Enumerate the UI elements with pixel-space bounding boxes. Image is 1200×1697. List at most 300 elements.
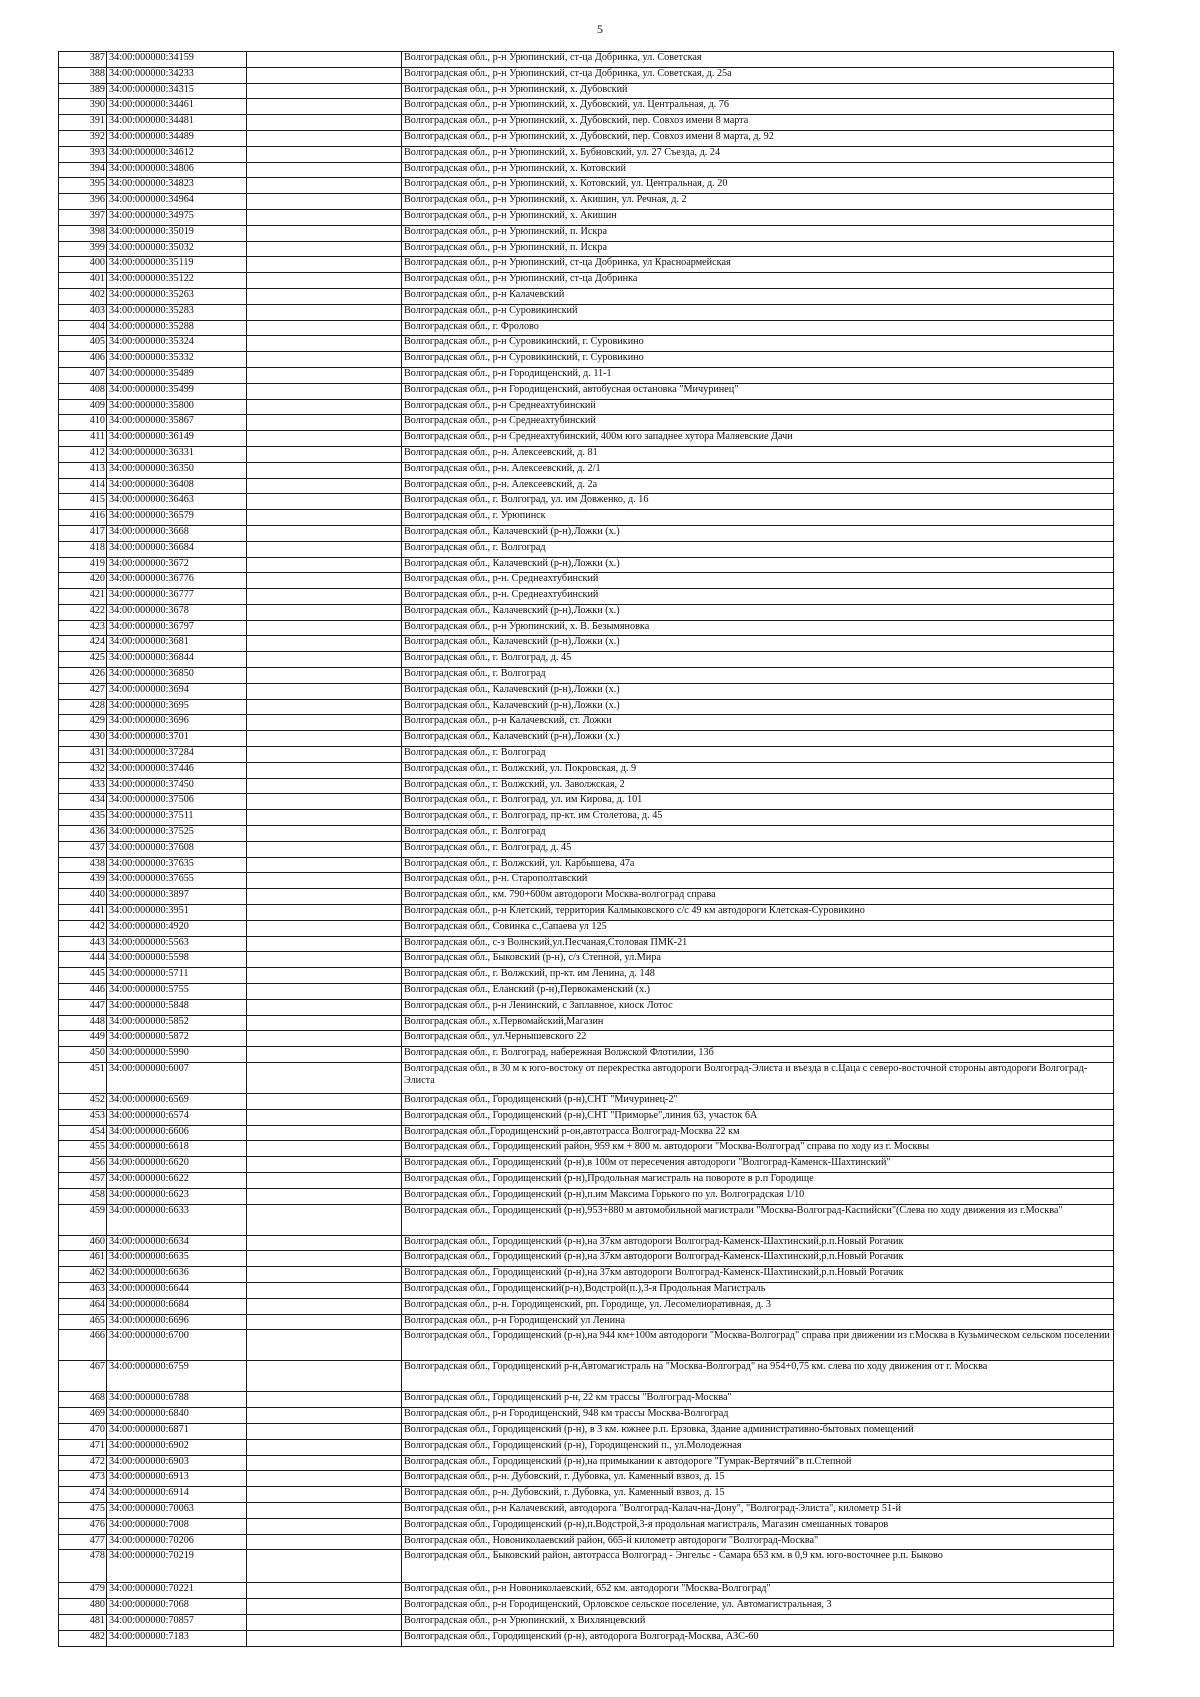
row-number-cell: 466 xyxy=(59,1330,107,1361)
cadastral-number-cell: 34:00:000000:7008 xyxy=(107,1518,247,1534)
table-row xyxy=(59,130,1114,146)
empty-cell xyxy=(247,1298,402,1314)
cadastral-number-cell: 34:00:000000:36149 xyxy=(107,431,247,447)
table-row xyxy=(59,194,1114,210)
empty-cell xyxy=(247,288,402,304)
cadastral-number-cell: 34:00:000000:35122 xyxy=(107,273,247,289)
address-cell: Волгоградская обл., р-н Среднеахтубинский xyxy=(402,415,1114,431)
empty-cell xyxy=(247,1314,402,1330)
cadastral-number-cell: 34:00:000000:4920 xyxy=(107,920,247,936)
cadastral-number-cell: 34:00:000000:7183 xyxy=(107,1630,247,1646)
empty-cell xyxy=(247,541,402,557)
empty-cell xyxy=(247,225,402,241)
empty-cell xyxy=(247,83,402,99)
cadastral-number-cell: 34:00:000000:6634 xyxy=(107,1235,247,1251)
address-cell: Волгоградская обл., Калачевский (р-н),Ложки (х.) xyxy=(402,683,1114,699)
row-number-cell: 465 xyxy=(59,1314,107,1330)
address-cell: Волгоградская обл., р-н Урюпинский, ст-ца Добринка xyxy=(402,273,1114,289)
address-cell: Волгоградская обл., Калачевский (р-н),Ложки (х.) xyxy=(402,557,1114,573)
empty-cell xyxy=(247,1614,402,1630)
page-number: 5 xyxy=(597,22,603,36)
table-row xyxy=(59,1439,1114,1455)
empty-cell xyxy=(247,1408,402,1424)
address-cell: Волгоградская обл., г. Волгоград xyxy=(402,826,1114,842)
row-number-cell: 454 xyxy=(59,1125,107,1141)
table-row xyxy=(59,241,1114,257)
empty-cell xyxy=(247,352,402,368)
empty-cell xyxy=(247,115,402,131)
table-row xyxy=(59,352,1114,368)
empty-cell xyxy=(247,1439,402,1455)
table-row xyxy=(59,573,1114,589)
address-cell: Волгоградская обл., р-н Урюпинский, п. Искра xyxy=(402,241,1114,257)
address-cell: Волгоградская обл., р-н. Среднеахтубинский xyxy=(402,589,1114,605)
cadastral-number-cell: 34:00:000000:6788 xyxy=(107,1392,247,1408)
row-number-cell: 403 xyxy=(59,304,107,320)
table-row xyxy=(59,525,1114,541)
table-row xyxy=(59,620,1114,636)
empty-cell xyxy=(247,1172,402,1188)
address-cell: Волгоградская обл., Городищенский р-н, 22 км трассы "Волгоград-Москва" xyxy=(402,1392,1114,1408)
table-row xyxy=(59,83,1114,99)
row-number-cell: 471 xyxy=(59,1439,107,1455)
empty-cell xyxy=(247,731,402,747)
address-cell: Волгоградская обл., г. Волгоград, д. 45 xyxy=(402,652,1114,668)
address-cell: Волгоградская обл., р-н Суровикинский, г. Суровикино xyxy=(402,336,1114,352)
table-row xyxy=(59,510,1114,526)
address-cell: Волгоградская обл., с-з Волнский,ул.Песчаная,Столовая ПМК-21 xyxy=(402,936,1114,952)
cadastral-number-cell: 34:00:000000:5848 xyxy=(107,999,247,1015)
address-cell: Волгоградская обл., Городищенский (р-н),СНТ "Мичуринец-2" xyxy=(402,1094,1114,1110)
address-cell: Волгоградская обл., р-н. Алексеевский, д. 81 xyxy=(402,446,1114,462)
row-number-cell: 446 xyxy=(59,984,107,1000)
table-row xyxy=(59,604,1114,620)
row-number-cell: 409 xyxy=(59,399,107,415)
address-cell: Волгоградская обл., р-н Городищенский, Орловское сельское поселение, ул. Автомагистральная, 3 xyxy=(402,1599,1114,1615)
empty-cell xyxy=(247,1502,402,1518)
row-number-cell: 441 xyxy=(59,905,107,921)
table-row xyxy=(59,968,1114,984)
table-row xyxy=(59,1550,1114,1583)
empty-cell xyxy=(247,1235,402,1251)
row-number-cell: 462 xyxy=(59,1267,107,1283)
row-number-cell: 393 xyxy=(59,146,107,162)
table-row xyxy=(59,446,1114,462)
row-number-cell: 392 xyxy=(59,130,107,146)
table-row xyxy=(59,431,1114,447)
row-number-cell: 420 xyxy=(59,573,107,589)
cadastral-number-cell: 34:00:000000:37635 xyxy=(107,857,247,873)
address-cell: Волгоградская обл., Городищенский (р-н),на 944 км+100м автодороги "Москва-Волгоград" справа при движении из г.Москва в Кузьмическом сельском поселении xyxy=(402,1330,1114,1361)
empty-cell xyxy=(247,209,402,225)
empty-cell xyxy=(247,715,402,731)
address-cell: Волгоградская обл., Городищенский (р-н),в 100м от пересечения автодороги "Волгоград-Каменск-Шахтинский" xyxy=(402,1157,1114,1173)
cadastral-number-cell: 34:00:000000:6903 xyxy=(107,1455,247,1471)
table-row xyxy=(59,478,1114,494)
cadastral-number-cell: 34:00:000000:36350 xyxy=(107,462,247,478)
row-number-cell: 408 xyxy=(59,383,107,399)
empty-cell xyxy=(247,1031,402,1047)
table-row xyxy=(59,1235,1114,1251)
empty-cell xyxy=(247,984,402,1000)
address-cell: Волгоградская обл.,Городищенский р-он,автотрасса Волгоград-Москва 22 км xyxy=(402,1125,1114,1141)
empty-cell xyxy=(247,446,402,462)
table-row xyxy=(59,747,1114,763)
empty-cell xyxy=(247,67,402,83)
row-number-cell: 401 xyxy=(59,273,107,289)
row-number-cell: 443 xyxy=(59,936,107,952)
row-number-cell: 447 xyxy=(59,999,107,1015)
row-number-cell: 397 xyxy=(59,209,107,225)
cadastral-number-cell: 34:00:000000:3701 xyxy=(107,731,247,747)
address-cell: Волгоградская обл., г. Волжский, пр-кт. им Ленина, д. 148 xyxy=(402,968,1114,984)
empty-cell xyxy=(247,968,402,984)
table-row xyxy=(59,1314,1114,1330)
empty-cell xyxy=(247,1518,402,1534)
row-number-cell: 470 xyxy=(59,1423,107,1439)
cadastral-number-cell: 34:00:000000:34975 xyxy=(107,209,247,225)
cadastral-number-cell: 34:00:000000:6759 xyxy=(107,1361,247,1392)
cadastral-number-cell: 34:00:000000:6636 xyxy=(107,1267,247,1283)
table-row xyxy=(59,1251,1114,1267)
row-number-cell: 453 xyxy=(59,1109,107,1125)
table-row xyxy=(59,288,1114,304)
cadastral-number-cell: 34:00:000000:6644 xyxy=(107,1282,247,1298)
row-number-cell: 463 xyxy=(59,1282,107,1298)
address-cell: Волгоградская обл., р-н Городищенский, 948 км трассы Москва-Волгоград xyxy=(402,1408,1114,1424)
address-cell: Волгоградская обл., р-н Новониколаевский, 652 км. автодороги "Москва-Волгоград" xyxy=(402,1583,1114,1599)
empty-cell xyxy=(247,273,402,289)
table-row xyxy=(59,1267,1114,1283)
empty-cell xyxy=(247,589,402,605)
row-number-cell: 468 xyxy=(59,1392,107,1408)
cadastral-number-cell: 34:00:000000:35119 xyxy=(107,257,247,273)
empty-cell xyxy=(247,1471,402,1487)
row-number-cell: 402 xyxy=(59,288,107,304)
cadastral-number-cell: 34:00:000000:3951 xyxy=(107,905,247,921)
cadastral-number-cell: 34:00:000000:35032 xyxy=(107,241,247,257)
row-number-cell: 482 xyxy=(59,1630,107,1646)
empty-cell xyxy=(247,1141,402,1157)
address-cell: Волгоградская обл., г. Волгоград, ул. им Довженко, д. 16 xyxy=(402,494,1114,510)
empty-cell xyxy=(247,178,402,194)
table-row xyxy=(59,225,1114,241)
row-number-cell: 399 xyxy=(59,241,107,257)
table-row xyxy=(59,841,1114,857)
table-row xyxy=(59,1361,1114,1392)
row-number-cell: 426 xyxy=(59,668,107,684)
row-number-cell: 459 xyxy=(59,1204,107,1235)
row-number-cell: 455 xyxy=(59,1141,107,1157)
table-row xyxy=(59,304,1114,320)
cadastral-number-cell: 34:00:000000:6007 xyxy=(107,1063,247,1094)
row-number-cell: 480 xyxy=(59,1599,107,1615)
empty-cell xyxy=(247,794,402,810)
row-number-cell: 391 xyxy=(59,115,107,131)
row-number-cell: 436 xyxy=(59,826,107,842)
row-number-cell: 432 xyxy=(59,762,107,778)
table-row xyxy=(59,52,1114,68)
empty-cell xyxy=(247,1487,402,1503)
row-number-cell: 424 xyxy=(59,636,107,652)
cadastral-number-cell: 34:00:000000:3695 xyxy=(107,699,247,715)
address-cell: Волгоградская обл., г. Волжский, ул. Заволжская, 2 xyxy=(402,778,1114,794)
table-row xyxy=(59,683,1114,699)
table-row xyxy=(59,1471,1114,1487)
cadastral-number-cell: 34:00:000000:36844 xyxy=(107,652,247,668)
empty-cell xyxy=(247,573,402,589)
row-number-cell: 433 xyxy=(59,778,107,794)
empty-cell xyxy=(247,478,402,494)
empty-cell xyxy=(247,320,402,336)
address-cell: Волгоградская обл., р-н. Среднеахтубинский xyxy=(402,573,1114,589)
empty-cell xyxy=(247,510,402,526)
empty-cell xyxy=(247,857,402,873)
table-row xyxy=(59,1172,1114,1188)
cadastral-number-cell: 34:00:000000:70221 xyxy=(107,1583,247,1599)
row-number-cell: 423 xyxy=(59,620,107,636)
address-cell: Волгоградская обл., р-н Урюпинский, х. Дубовский, ул. Центральная, д. 76 xyxy=(402,99,1114,115)
address-cell: Волгоградская обл., Совинка с.,Сапаева ул 125 xyxy=(402,920,1114,936)
table-row xyxy=(59,715,1114,731)
empty-cell xyxy=(247,383,402,399)
cadastral-number-cell: 34:00:000000:34315 xyxy=(107,83,247,99)
table-row xyxy=(59,905,1114,921)
table-row xyxy=(59,178,1114,194)
address-cell: Волгоградская обл., р-н Урюпинский, х. В. Безымяновка xyxy=(402,620,1114,636)
table-row xyxy=(59,67,1114,83)
address-cell: Волгоградская обл., Городищенский(р-н),Водстрой(п.),3-я Продольная Магистраль xyxy=(402,1282,1114,1298)
table-row xyxy=(59,273,1114,289)
address-cell: Волгоградская обл., Городищенский (р-н),СНТ "Приморье",линия 63, участок 6А xyxy=(402,1109,1114,1125)
cadastral-number-cell: 34:00:000000:36776 xyxy=(107,573,247,589)
empty-cell xyxy=(247,462,402,478)
address-cell: Волгоградская обл., р-н. Дубовский, г. Дубовка, ул. Каменный взвоз, д. 15 xyxy=(402,1487,1114,1503)
address-cell: Волгоградская обл., р-н. Дубовский, г. Дубовка, ул. Каменный взвоз, д. 15 xyxy=(402,1471,1114,1487)
empty-cell xyxy=(247,841,402,857)
table-row xyxy=(59,1330,1114,1361)
row-number-cell: 437 xyxy=(59,841,107,857)
table-row xyxy=(59,778,1114,794)
row-number-cell: 419 xyxy=(59,557,107,573)
cadastral-number-cell: 34:00:000000:37525 xyxy=(107,826,247,842)
empty-cell xyxy=(247,1015,402,1031)
table-row xyxy=(59,810,1114,826)
address-cell: Волгоградская обл., Городищенский (р-н),на примыкании к автодороге "Гумрак-Вертячий"в п.Степной xyxy=(402,1455,1114,1471)
table-row xyxy=(59,1518,1114,1534)
table-row xyxy=(59,1015,1114,1031)
row-number-cell: 479 xyxy=(59,1583,107,1599)
address-cell: Волгоградская обл., г. Волгоград, пр-кт. им Столетова, д. 45 xyxy=(402,810,1114,826)
cadastral-number-cell: 34:00:000000:34481 xyxy=(107,115,247,131)
table-row xyxy=(59,162,1114,178)
empty-cell xyxy=(247,1267,402,1283)
cadastral-number-cell: 34:00:000000:35800 xyxy=(107,399,247,415)
address-cell: Волгоградская обл., р-н Урюпинский, ст-ца Добринка, ул. Советская, д. 25а xyxy=(402,67,1114,83)
address-cell: Волгоградская обл., Городищенский р-н,Автомагистраль на "Москва-Волгоград" на 954+0,75 км. слева по ходу движения от г. Москва xyxy=(402,1361,1114,1392)
address-cell: Волгоградская обл., р-н Калачевский, автодорога "Волгоград-Калач-на-Дону", "Волгоград-Элиста", километр 51-й xyxy=(402,1502,1114,1518)
cadastral-number-cell: 34:00:000000:35283 xyxy=(107,304,247,320)
address-cell: Волгоградская обл., р-н Среднеахтубинский xyxy=(402,399,1114,415)
empty-cell xyxy=(247,826,402,842)
cadastral-number-cell: 34:00:000000:6623 xyxy=(107,1188,247,1204)
row-number-cell: 438 xyxy=(59,857,107,873)
address-cell: Волгоградская обл., р-н Ленинский, с Заплавное, киоск Лотос xyxy=(402,999,1114,1015)
address-cell: Волгоградская обл., Калачевский (р-н),Ложки (х.) xyxy=(402,699,1114,715)
cadastral-number-cell: 34:00:000000:6574 xyxy=(107,1109,247,1125)
cadastral-number-cell: 34:00:000000:37655 xyxy=(107,873,247,889)
address-cell: Волгоградская обл., р-н Суровикинский, г. Суровикино xyxy=(402,352,1114,368)
cadastral-number-cell: 34:00:000000:7068 xyxy=(107,1599,247,1615)
cadastral-number-cell: 34:00:000000:6622 xyxy=(107,1172,247,1188)
empty-cell xyxy=(247,194,402,210)
table-row xyxy=(59,1204,1114,1235)
table-row xyxy=(59,889,1114,905)
row-number-cell: 405 xyxy=(59,336,107,352)
cadastral-number-cell: 34:00:000000:37446 xyxy=(107,762,247,778)
address-cell: Волгоградская обл., г. Волжский, ул. Карбышева, 47а xyxy=(402,857,1114,873)
empty-cell xyxy=(247,762,402,778)
row-number-cell: 458 xyxy=(59,1188,107,1204)
table-row xyxy=(59,399,1114,415)
table-row xyxy=(59,668,1114,684)
table-row xyxy=(59,999,1114,1015)
row-number-cell: 425 xyxy=(59,652,107,668)
empty-cell xyxy=(247,52,402,68)
empty-cell xyxy=(247,999,402,1015)
empty-cell xyxy=(247,399,402,415)
row-number-cell: 411 xyxy=(59,431,107,447)
cadastral-number-cell: 34:00:000000:37284 xyxy=(107,747,247,763)
table-row xyxy=(59,952,1114,968)
address-cell: Волгоградская обл., Калачевский (р-н),Ложки (х.) xyxy=(402,636,1114,652)
cadastral-number-cell: 34:00:000000:36463 xyxy=(107,494,247,510)
table-row xyxy=(59,1583,1114,1599)
empty-cell xyxy=(247,1423,402,1439)
row-number-cell: 467 xyxy=(59,1361,107,1392)
table-row xyxy=(59,794,1114,810)
cadastral-number-cell: 34:00:000000:34461 xyxy=(107,99,247,115)
cadastral-number-cell: 34:00:000000:70857 xyxy=(107,1614,247,1630)
empty-cell xyxy=(247,889,402,905)
row-number-cell: 414 xyxy=(59,478,107,494)
address-cell: Волгоградская обл., р-н Урюпинский, х. Дубовский xyxy=(402,83,1114,99)
address-cell: Волгоградская обл., р-н Урюпинский, ст-ца Добринка, ул Красноармейская xyxy=(402,257,1114,273)
cadastral-number-cell: 34:00:000000:35288 xyxy=(107,320,247,336)
row-number-cell: 413 xyxy=(59,462,107,478)
row-number-cell: 481 xyxy=(59,1614,107,1630)
empty-cell xyxy=(247,1455,402,1471)
table-row xyxy=(59,1392,1114,1408)
cadastral-number-cell: 34:00:000000:5872 xyxy=(107,1031,247,1047)
empty-cell xyxy=(247,557,402,573)
cadastral-number-cell: 34:00:000000:36850 xyxy=(107,668,247,684)
address-cell: Волгоградская обл., р-н Урюпинский, х. Акишин xyxy=(402,209,1114,225)
row-number-cell: 473 xyxy=(59,1471,107,1487)
address-cell: Волгоградская обл., Быковский (р-н), с/з Степной, ул.Мира xyxy=(402,952,1114,968)
table-row xyxy=(59,589,1114,605)
address-cell: Волгоградская обл., Калачевский (р-н),Ложки (х.) xyxy=(402,731,1114,747)
cadastral-number-cell: 34:00:000000:70206 xyxy=(107,1534,247,1550)
address-cell: Волгоградская обл., Городищенский (р-н),п.Водстрой,3-я продольная магистраль, Магазин смешанных товаров xyxy=(402,1518,1114,1534)
address-cell: Волгоградская обл., р-н Урюпинский, ст-ца Добринка, ул. Советская xyxy=(402,52,1114,68)
table-row xyxy=(59,1157,1114,1173)
empty-cell xyxy=(247,905,402,921)
table-row xyxy=(59,1047,1114,1063)
table-row xyxy=(59,557,1114,573)
address-cell: Волгоградская обл., Калачевский (р-н),Ложки (х.) xyxy=(402,604,1114,620)
address-cell: Волгоградская обл., р-н. Городищенский, рп. Городище, ул. Лесомелиоративная, д. 3 xyxy=(402,1298,1114,1314)
row-number-cell: 417 xyxy=(59,525,107,541)
cadastral-number-cell: 34:00:000000:6840 xyxy=(107,1408,247,1424)
row-number-cell: 430 xyxy=(59,731,107,747)
row-number-cell: 421 xyxy=(59,589,107,605)
cadastral-number-cell: 34:00:000000:6700 xyxy=(107,1330,247,1361)
cadastral-number-cell: 34:00:000000:5852 xyxy=(107,1015,247,1031)
row-number-cell: 422 xyxy=(59,604,107,620)
empty-cell xyxy=(247,257,402,273)
empty-cell xyxy=(247,1251,402,1267)
table-row xyxy=(59,652,1114,668)
cadastral-number-cell: 34:00:000000:5563 xyxy=(107,936,247,952)
registry-table xyxy=(58,51,1114,1647)
address-cell: Волгоградская обл., г. Волжский, ул. Покровская, д. 9 xyxy=(402,762,1114,778)
cadastral-number-cell: 34:00:000000:37506 xyxy=(107,794,247,810)
empty-cell xyxy=(247,1047,402,1063)
table-row xyxy=(59,257,1114,273)
cadastral-number-cell: 34:00:000000:6618 xyxy=(107,1141,247,1157)
address-cell: Волгоградская обл., г. Волгоград xyxy=(402,541,1114,557)
empty-cell xyxy=(247,1204,402,1235)
address-cell: Волгоградская обл., р-н Урюпинский, х. Котовский, ул. Центральная, д. 20 xyxy=(402,178,1114,194)
row-number-cell: 452 xyxy=(59,1094,107,1110)
cadastral-number-cell: 34:00:000000:6914 xyxy=(107,1487,247,1503)
table-row xyxy=(59,1408,1114,1424)
address-cell: Волгоградская обл., г. Урюпинск xyxy=(402,510,1114,526)
table-row xyxy=(59,1423,1114,1439)
table-row xyxy=(59,115,1114,131)
cadastral-number-cell: 34:00:000000:35332 xyxy=(107,352,247,368)
table-row xyxy=(59,1282,1114,1298)
row-number-cell: 406 xyxy=(59,352,107,368)
cadastral-number-cell: 34:00:000000:3694 xyxy=(107,683,247,699)
table-row xyxy=(59,209,1114,225)
address-cell: Волгоградская обл., Городищенский (р-н),953+880 м автомобильной магистрали "Москва-Волгоград-Каспийски"(Слева по ходу движения из г.Москва" xyxy=(402,1204,1114,1235)
cadastral-number-cell: 34:00:000000:5711 xyxy=(107,968,247,984)
cadastral-number-cell: 34:00:000000:37450 xyxy=(107,778,247,794)
address-cell: Волгоградская обл., Городищенский (р-н),на 37км автодороги Волгоград-Каменск-Шахтинский,р.п.Новый Рогачик xyxy=(402,1267,1114,1283)
table-row xyxy=(59,826,1114,842)
table-row xyxy=(59,1063,1114,1094)
address-cell: Волгоградская обл., Городищенский (р-н),на 37км автодороги Волгоград-Каменск-Шахтинский,р.п.Новый Рогачик xyxy=(402,1235,1114,1251)
cadastral-number-cell: 34:00:000000:35019 xyxy=(107,225,247,241)
address-cell: Волгоградская обл., Городищенский (р-н), Городищенский п., ул.Молодежная xyxy=(402,1439,1114,1455)
row-number-cell: 416 xyxy=(59,510,107,526)
cadastral-number-cell: 34:00:000000:36579 xyxy=(107,510,247,526)
empty-cell xyxy=(247,1094,402,1110)
cadastral-number-cell: 34:00:000000:34823 xyxy=(107,178,247,194)
address-cell: Волгоградская обл., Новониколаевский район, 665-й километр автодороги "Волгоград-Москва" xyxy=(402,1534,1114,1550)
table-row xyxy=(59,1298,1114,1314)
table-row xyxy=(59,99,1114,115)
row-number-cell: 475 xyxy=(59,1502,107,1518)
cadastral-number-cell: 34:00:000000:36684 xyxy=(107,541,247,557)
cadastral-number-cell: 34:00:000000:5755 xyxy=(107,984,247,1000)
row-number-cell: 464 xyxy=(59,1298,107,1314)
address-cell: Волгоградская обл., р-н Урюпинский, п. Искра xyxy=(402,225,1114,241)
address-cell: Волгоградская обл., Городищенский (р-н), в 3 км. южнее р.п. Ерзовка, Здание административно-бытовых помещений xyxy=(402,1423,1114,1439)
table-row xyxy=(59,1125,1114,1141)
